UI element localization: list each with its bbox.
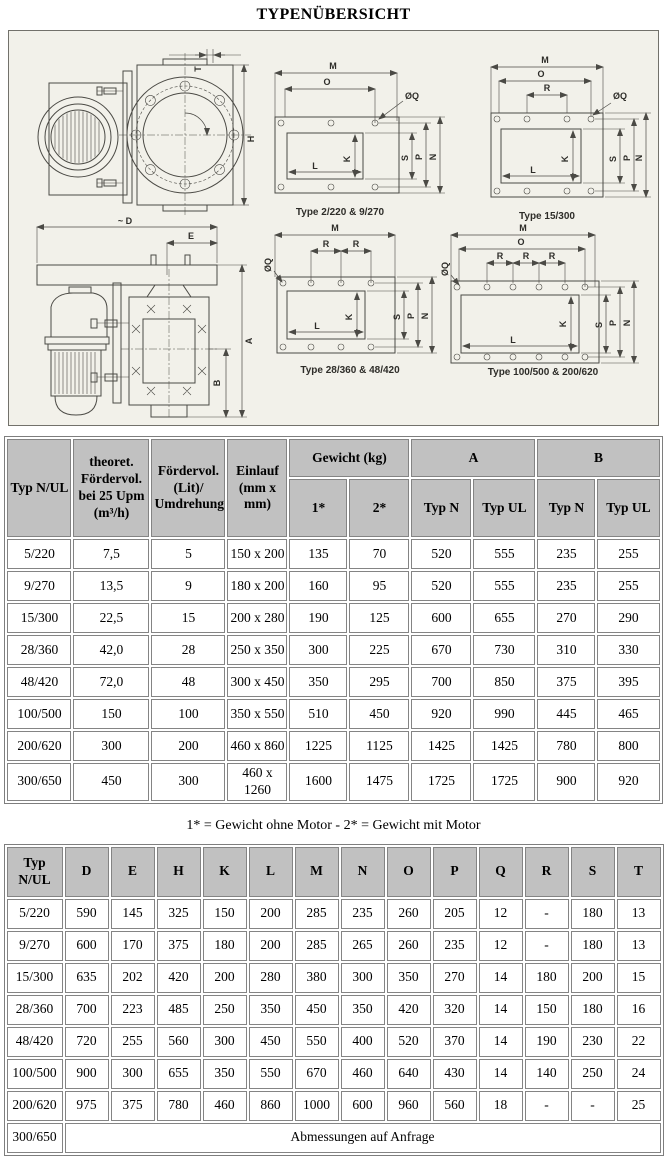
motor-side (45, 287, 109, 415)
dim-label-d: ~ D (117, 216, 133, 226)
table-cell: 72,0 (73, 667, 149, 697)
table-cell: 42,0 (73, 635, 149, 665)
table-cell: 510 (289, 699, 347, 729)
table-cell: 550 (295, 1027, 339, 1057)
drawing-caption-type1: Type 2/220 & 9/270 (295, 207, 385, 218)
table-cell: 380 (295, 963, 339, 993)
weights-dimensions-table (4, 436, 662, 804)
table-cell: 260 (387, 899, 431, 929)
table-cell: 460 (341, 1059, 385, 1089)
table-cell: 95 (349, 571, 409, 601)
table-cell: 9/270 (7, 931, 63, 961)
table-cell: 640 (387, 1059, 431, 1089)
col-header-o: O (387, 847, 431, 897)
table-cell: 200 (249, 931, 293, 961)
table-cell: 1725 (411, 763, 471, 801)
table-cell: 285 (295, 931, 339, 961)
table-cell: 265 (341, 931, 385, 961)
table-cell: 1600 (289, 763, 347, 801)
table-cell: 180 (525, 963, 569, 993)
dim-label-m: M (541, 55, 549, 65)
dim-label-t: T (193, 66, 203, 72)
table-cell: 460 x 1260 (227, 763, 287, 801)
table-cell: 9/270 (7, 571, 71, 601)
table-cell: - (571, 1091, 615, 1121)
col-header-l: L (249, 847, 293, 897)
table-cell: 960 (387, 1091, 431, 1121)
table-cell: 22 (617, 1027, 661, 1057)
dim-label-r: R (352, 239, 360, 249)
table-cell: 1725 (473, 763, 535, 801)
table-cell: 180 (203, 931, 247, 961)
table-cell: 270 (537, 603, 595, 633)
dim-label-q: ØQ (263, 257, 273, 273)
dim-label-k: K (342, 155, 352, 163)
table-cell: 235 (537, 539, 595, 569)
table-cell: 48 (151, 667, 225, 697)
table-row (7, 1059, 661, 1089)
table-cell: 780 (537, 731, 595, 761)
table-cell: 280 (249, 963, 293, 993)
table-cell: 15 (151, 603, 225, 633)
table-cell: 450 (73, 763, 149, 801)
table-cell: 160 (289, 571, 347, 601)
table-cell: 450 (295, 995, 339, 1025)
table-cell: 145 (111, 899, 155, 929)
table-cell: 450 (349, 699, 409, 729)
table-cell: 520 (387, 1027, 431, 1057)
table-row (7, 931, 661, 961)
table-cell: 310 (537, 635, 595, 665)
table-cell: 600 (411, 603, 471, 633)
col-header-b: B (537, 439, 659, 477)
table-cell: 14 (479, 1027, 523, 1057)
table-cell: 135 (289, 539, 347, 569)
table-cell: 520 (411, 539, 471, 569)
col-header-gewicht-2: 2* (349, 479, 409, 537)
dim-label-s: S (400, 154, 410, 162)
dim-label-k: K (560, 155, 570, 163)
table-cell: 1425 (411, 731, 471, 761)
col-header-typ: Typ N/UL (7, 439, 71, 537)
table-cell: 300 (341, 963, 385, 993)
table-cell: 140 (525, 1059, 569, 1089)
table-cell: 100/500 (7, 1059, 63, 1089)
dim-label-o: O (517, 237, 525, 247)
dim-label-r: R (322, 239, 330, 249)
dim-label-q: ØQ (405, 91, 420, 101)
table-cell: 180 (571, 931, 615, 961)
dim-label-m: M (331, 223, 339, 233)
table-cell: 285 (295, 899, 339, 929)
drawing-caption-type3: Type 28/360 & 48/420 (300, 365, 400, 376)
table-cell: 600 (341, 1091, 385, 1121)
table-cell: 200/620 (7, 731, 71, 761)
flange-drawing-type4 (440, 223, 655, 381)
table-cell: 16 (617, 995, 661, 1025)
dim-label-q: ØQ (440, 261, 450, 277)
dimension-B (209, 349, 231, 417)
table-cell: 850 (473, 667, 535, 697)
table-cell: 590 (65, 899, 109, 929)
dim-label-e: E (187, 231, 195, 241)
dim-label-r: R (522, 251, 530, 261)
weights-footnote: 1* = Gewicht ohne Motor - 2* = Gewicht mit Motor (186, 817, 481, 833)
table-cell: 225 (349, 635, 409, 665)
table-cell: 150 x 200 (227, 539, 287, 569)
table-cell: 400 (341, 1027, 385, 1057)
valve-body-side (121, 269, 217, 419)
table-cell: 150 (73, 699, 149, 729)
table-cell: 420 (157, 963, 201, 993)
table-row (7, 899, 661, 929)
dim-label-b: B (212, 379, 222, 387)
table-cell: 1475 (349, 763, 409, 801)
col-header-gewicht-1: 1* (289, 479, 347, 537)
table-cell: 700 (65, 995, 109, 1025)
table-cell: 25 (617, 1091, 661, 1121)
table-cell: 295 (349, 667, 409, 697)
table-cell: 560 (157, 1027, 201, 1057)
table-cell: 375 (157, 931, 201, 961)
table-cell: 200 x 280 (227, 603, 287, 633)
table-cell: 300/650 (7, 763, 71, 801)
col-header-a-typ-n: Typ N (411, 479, 471, 537)
table-cell: 200/620 (7, 1091, 63, 1121)
table-cell: 720 (65, 1027, 109, 1057)
table-cell: 200 (151, 731, 225, 761)
table-cell: 520 (411, 571, 471, 601)
table-cell: 350 (341, 995, 385, 1025)
page-title: TYPENÜBERSICHT (256, 6, 411, 23)
table-cell: 14 (479, 995, 523, 1025)
table-cell: 13 (617, 899, 661, 929)
col-header-n: N (341, 847, 385, 897)
table-cell: 18 (479, 1091, 523, 1121)
table-cell: 200 (571, 963, 615, 993)
dim-label-l: L (530, 165, 536, 175)
bolt (97, 87, 123, 187)
col-header-a: A (411, 439, 535, 477)
table-cell: 15 (617, 963, 661, 993)
table-cell: 5/220 (7, 899, 63, 929)
dimensions-on-request-note: Abmessungen auf Anfrage (65, 1123, 661, 1153)
table-row (7, 603, 659, 633)
table-cell: 12 (479, 931, 523, 961)
dim-label-n: N (428, 153, 438, 161)
table-cell: 670 (411, 635, 471, 665)
table-cell: 200 (249, 899, 293, 929)
table-cell: 230 (571, 1027, 615, 1057)
table-cell: 205 (433, 899, 477, 929)
letter-dimensions-table (4, 844, 664, 1156)
table-cell: 655 (157, 1059, 201, 1089)
col-header-theoret-foerdervol: theoret. Fördervol. bei 25 Upm (m³/h) (73, 439, 149, 537)
front-view-drawing (23, 47, 259, 219)
table-cell: 9 (151, 571, 225, 601)
table-cell: 180 (571, 899, 615, 929)
table-cell: 300 (151, 763, 225, 801)
table-row (7, 1123, 661, 1153)
dim-label-m: M (329, 61, 337, 71)
table-cell: 255 (597, 539, 659, 569)
table-row (7, 963, 661, 993)
col-header-t: T (617, 847, 661, 897)
table-cell: 260 (387, 931, 431, 961)
table-cell: 170 (111, 931, 155, 961)
table-row (7, 1091, 661, 1121)
table-cell: 14 (479, 963, 523, 993)
table-row (7, 731, 659, 761)
table-cell: 920 (597, 763, 659, 801)
table-cell: 550 (249, 1059, 293, 1089)
table-cell: - (525, 1091, 569, 1121)
table-cell: 250 (203, 995, 247, 1025)
table-cell: 200 (203, 963, 247, 993)
dim-label-o: O (537, 69, 545, 79)
table-row (7, 699, 659, 729)
table-cell: 7,5 (73, 539, 149, 569)
table-row (7, 995, 661, 1025)
table-row (7, 763, 659, 801)
dim-label-h: H (246, 135, 256, 143)
col-header-typ: Typ N/UL (7, 847, 63, 897)
col-header-d: D (65, 847, 109, 897)
dim-label-p: P (414, 153, 424, 161)
dim-label-s: S (392, 313, 402, 321)
table-cell: 180 (571, 995, 615, 1025)
col-header-b-typ-n: Typ N (537, 479, 595, 537)
dim-label-k: K (558, 320, 568, 328)
table-cell: 990 (473, 699, 535, 729)
table-cell: 975 (65, 1091, 109, 1121)
dimension-E (167, 231, 217, 275)
dim-label-m: M (519, 223, 527, 233)
col-header-m: M (295, 847, 339, 897)
table-cell: 180 x 200 (227, 571, 287, 601)
col-header-e: E (111, 847, 155, 897)
table-cell: 300 (203, 1027, 247, 1057)
col-header-h: H (157, 847, 201, 897)
col-header-b-typ-ul: Typ UL (597, 479, 659, 537)
dim-label-r: R (543, 83, 551, 93)
table-cell: 48/420 (7, 1027, 63, 1057)
table-cell: 555 (473, 539, 535, 569)
table-cell: 920 (411, 699, 471, 729)
table-cell: 202 (111, 963, 155, 993)
table-cell: 375 (111, 1091, 155, 1121)
col-header-a-typ-ul: Typ UL (473, 479, 535, 537)
col-header-foerdervol: Fördervol. (Lit)/ Umdrehung (151, 439, 225, 537)
flange-drawing-type1 (265, 59, 457, 223)
table-cell: 190 (525, 1027, 569, 1057)
table-cell: 780 (157, 1091, 201, 1121)
table-cell: 290 (597, 603, 659, 633)
table-cell: 460 (203, 1091, 247, 1121)
dim-label-l: L (510, 335, 516, 345)
table-cell: 13 (617, 931, 661, 961)
table-cell: 150 (203, 899, 247, 929)
dim-label-p: P (406, 312, 416, 320)
table-row (7, 667, 659, 697)
table-cell: - (525, 931, 569, 961)
table-cell: 330 (597, 635, 659, 665)
table-cell: 350 (387, 963, 431, 993)
table-cell: 445 (537, 699, 595, 729)
col-header-r: R (525, 847, 569, 897)
col-header-s: S (571, 847, 615, 897)
table-cell: 300 (289, 635, 347, 665)
drawing-caption-type2: Type 15/300 (519, 211, 575, 222)
table-cell: 70 (349, 539, 409, 569)
table-cell: 270 (433, 963, 477, 993)
table-cell: 300 x 450 (227, 667, 287, 697)
table-row (7, 635, 659, 665)
table-cell: 223 (111, 995, 155, 1025)
table-cell: 420 (387, 995, 431, 1025)
table-cell: 860 (249, 1091, 293, 1121)
table-cell: 375 (537, 667, 595, 697)
dimension-A (187, 265, 254, 417)
dim-label-n: N (420, 312, 430, 320)
table-cell: 1000 (295, 1091, 339, 1121)
table-cell: 350 (249, 995, 293, 1025)
table-cell: 325 (157, 899, 201, 929)
table-cell: 125 (349, 603, 409, 633)
table-cell: 235 (341, 899, 385, 929)
table-cell: 300/650 (7, 1123, 63, 1153)
table-cell: 370 (433, 1027, 477, 1057)
dim-label-s: S (594, 321, 604, 329)
table-cell: 48/420 (7, 667, 71, 697)
table-cell: 190 (289, 603, 347, 633)
table-row (7, 571, 659, 601)
table-cell: 1425 (473, 731, 535, 761)
side-view-drawing (17, 216, 259, 425)
table-cell: 800 (597, 731, 659, 761)
table-cell: 300 (111, 1059, 155, 1089)
table-cell: 350 (203, 1059, 247, 1089)
dim-label-q: ØQ (613, 91, 628, 101)
dim-label-r: R (496, 251, 504, 261)
table-cell: 600 (65, 931, 109, 961)
table-cell: 250 x 350 (227, 635, 287, 665)
dim-label-a: A (244, 337, 254, 345)
table-cell: 300 (73, 731, 149, 761)
flange-drawing-type2 (483, 55, 655, 235)
table-cell: 235 (537, 571, 595, 601)
dim-label-l: L (312, 161, 318, 171)
table-cell: 1125 (349, 731, 409, 761)
table-cell: 655 (473, 603, 535, 633)
table-cell: 235 (433, 931, 477, 961)
table-cell: 465 (597, 699, 659, 729)
col-header-k: K (203, 847, 247, 897)
valve-body-front (119, 53, 251, 215)
table-cell: 5 (151, 539, 225, 569)
table-cell: 395 (597, 667, 659, 697)
table-cell: 700 (411, 667, 471, 697)
dim-label-o: O (323, 77, 331, 87)
table-cell: 100 (151, 699, 225, 729)
table-cell: 900 (537, 763, 595, 801)
motor-front (38, 83, 127, 195)
table-cell: 12 (479, 899, 523, 929)
table-cell: 250 (571, 1059, 615, 1089)
table-cell: 255 (111, 1027, 155, 1057)
table-cell: 15/300 (7, 963, 63, 993)
drawing-caption-type4: Type 100/500 & 200/620 (487, 367, 599, 378)
table-cell: 28/360 (7, 995, 63, 1025)
table-cell: 13,5 (73, 571, 149, 601)
dim-label-k: K (344, 313, 354, 321)
dim-label-p: P (608, 319, 618, 327)
table-cell: 14 (479, 1059, 523, 1089)
table-cell: 5/220 (7, 539, 71, 569)
table-cell: 900 (65, 1059, 109, 1089)
table-cell: 670 (295, 1059, 339, 1089)
table-cell: 28 (151, 635, 225, 665)
table-cell: 730 (473, 635, 535, 665)
flange-drawing-type3 (265, 225, 457, 381)
col-header-p: P (433, 847, 477, 897)
table-row (7, 539, 659, 569)
table-cell: 460 x 860 (227, 731, 287, 761)
table-cell: 24 (617, 1059, 661, 1089)
dim-label-n: N (622, 319, 632, 327)
table-cell: - (525, 899, 569, 929)
col-header-q: Q (479, 847, 523, 897)
dim-label-s: S (608, 155, 618, 163)
dimension-T (169, 49, 241, 72)
table-cell: 485 (157, 995, 201, 1025)
table-cell: 28/360 (7, 635, 71, 665)
dim-label-p: P (622, 154, 632, 162)
table-cell: 450 (249, 1027, 293, 1057)
table-cell: 100/500 (7, 699, 71, 729)
table-cell: 635 (65, 963, 109, 993)
table-cell: 255 (597, 571, 659, 601)
table-cell: 1225 (289, 731, 347, 761)
table-cell: 350 (289, 667, 347, 697)
dim-label-r: R (548, 251, 556, 261)
technical-drawings-panel (8, 30, 659, 426)
table-cell: 320 (433, 995, 477, 1025)
table-cell: 560 (433, 1091, 477, 1121)
table-cell: 22,5 (73, 603, 149, 633)
table-cell: 150 (525, 995, 569, 1025)
dim-label-n: N (634, 154, 644, 162)
table-cell: 350 x 550 (227, 699, 287, 729)
dim-label-l: L (314, 321, 320, 331)
col-header-gewicht: Gewicht (kg) (289, 439, 409, 477)
table-cell: 555 (473, 571, 535, 601)
col-header-einlauf: Einlauf (mm x mm) (227, 439, 287, 537)
table-cell: 430 (433, 1059, 477, 1089)
table-cell: 15/300 (7, 603, 71, 633)
